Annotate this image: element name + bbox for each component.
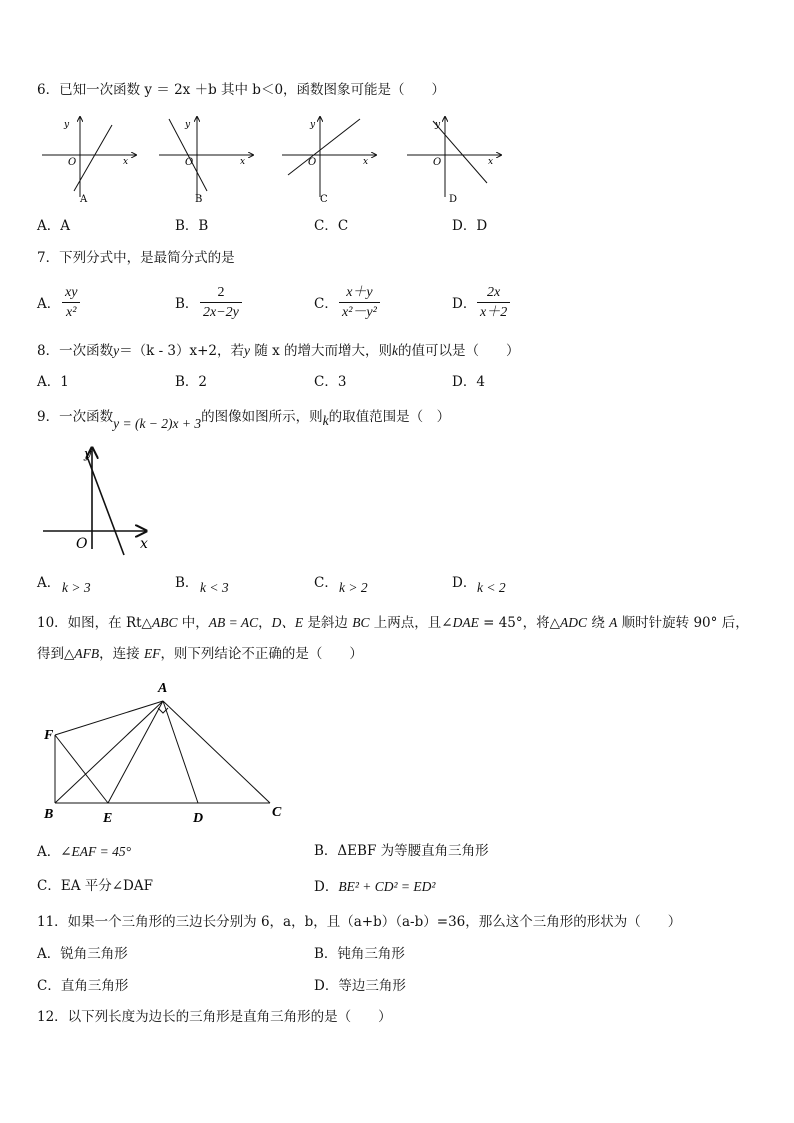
q7-label-d[interactable]: D． (452, 296, 477, 312)
q10-text: 绕 (587, 615, 610, 631)
axis-y-label: y (185, 120, 191, 130)
q7-label-b[interactable]: B． (175, 296, 199, 312)
point-c-label: C (272, 805, 282, 820)
q8-stem-pre: 8．一次函数 (37, 343, 114, 359)
q9-stem (37, 409, 451, 431)
q10-ef: EF (143, 646, 161, 661)
q10-line2 (37, 647, 363, 662)
q10-line1 (37, 616, 749, 631)
q8-stem-post: 的值可以是（ ） (398, 343, 520, 359)
q10-option-b[interactable] (314, 845, 489, 859)
axis-y-label: y (435, 120, 441, 130)
q8-var-k: k (392, 343, 399, 358)
q9-option-c[interactable]: k > 2 (339, 580, 368, 595)
numerator: 2x (477, 285, 510, 303)
q9-formula: y = (k − 2)x + 3 (113, 416, 202, 431)
q10-text: 顺时针旋转 90° 后， (617, 615, 749, 631)
q10-de: D、E (271, 615, 304, 630)
axis-x-label: x (363, 157, 369, 167)
axis-y-label: y (310, 120, 316, 130)
q6-graph-b (157, 115, 267, 205)
q10-adc: ADC (560, 615, 588, 630)
q7-fraction-b[interactable] (200, 285, 242, 321)
origin-label: O (185, 157, 194, 168)
axis-y-label: y (64, 120, 70, 130)
q6-option-d[interactable]: D．D (452, 218, 488, 234)
q6-option-c[interactable]: C．C (314, 218, 349, 234)
option-text: ΔEBF 为等腰直角三角形 (337, 843, 489, 859)
point-e-label: E (103, 811, 113, 826)
option-text: BE² + CD² = ED² (338, 879, 436, 894)
q6-graph-c (280, 115, 390, 205)
q8-stem (37, 344, 520, 359)
q7-fraction-d[interactable] (477, 285, 510, 321)
q6-graph-d (405, 115, 515, 205)
q10-text: 10．如图，在 Rt△ (37, 615, 152, 631)
numerator: 2 (200, 285, 242, 303)
graph-caption: A (80, 194, 88, 205)
denominator: x＋2 (480, 305, 508, 321)
q7-fraction-a[interactable] (62, 285, 80, 321)
axis-x-label: x (240, 157, 246, 167)
q8-var-y2: y (244, 343, 251, 358)
q10-option-a[interactable] (37, 845, 131, 860)
numerator: xy (62, 285, 80, 303)
axis-x-label: x (123, 157, 129, 167)
graph-x-label: x (140, 536, 148, 552)
origin-label: O (308, 157, 317, 168)
q6-option-a[interactable]: A．A (37, 218, 70, 234)
graph-caption: C (320, 194, 328, 205)
q10-text: 得到△ (37, 646, 75, 662)
denominator: x² (66, 305, 77, 321)
q9-option-b[interactable]: k < 3 (200, 580, 229, 595)
graph-line (88, 459, 124, 555)
denominator: 2x−2y (203, 305, 239, 321)
q10-ab-ac: AB = AC (208, 615, 259, 630)
q10-text: = 45°，将△ (478, 615, 561, 631)
q7-fraction-c[interactable] (339, 285, 380, 321)
q9-label-c[interactable]: C． (314, 575, 338, 591)
option-label: D． (314, 879, 339, 895)
graph-caption: D (449, 194, 458, 205)
q10-text: 上两点，且∠ (369, 615, 453, 631)
q10-text: 中， (177, 615, 209, 631)
q9-option-a[interactable]: k > 3 (62, 580, 91, 595)
q8-option-b[interactable]: B．2 (175, 374, 208, 390)
q8-option-d[interactable]: D．4 (452, 374, 485, 390)
graph-o-label: O (76, 536, 88, 552)
q8-stem-mid2: 随 x 的增大而增大，则 (250, 343, 393, 359)
q10-text: ， (258, 615, 272, 631)
q9-var-k: k (322, 413, 329, 428)
option-text: EA 平分∠DAF (60, 878, 153, 894)
q11-option-d[interactable]: D．等边三角形 (314, 978, 406, 994)
q9-label-d[interactable]: D． (452, 575, 477, 591)
q9-option-d[interactable]: k < 2 (477, 580, 506, 595)
point-b-label: B (44, 807, 54, 822)
q8-option-c[interactable]: C．3 (314, 374, 347, 390)
q10-option-d[interactable] (314, 880, 435, 895)
q7-label-a[interactable]: A． (37, 296, 61, 312)
q11-option-c[interactable]: C．直角三角形 (37, 978, 129, 994)
option-label: C． (37, 878, 61, 894)
point-f-label: F (44, 728, 54, 743)
q9-stem-post: 的取值范围是（ ） (328, 409, 451, 425)
graph-line (433, 121, 487, 183)
point-a-label: A (158, 681, 168, 696)
q8-var-y: y (113, 343, 120, 358)
graph-line (288, 119, 360, 175)
graph-caption: B (195, 194, 203, 205)
q7-stem: 7．下列分式中，是最简分式的是 (37, 250, 235, 266)
q11-stem: 11．如果一个三角形的三边长分别为 6，a，b，且（a+b）（a-b）=36，那么这个三角形的形状为（ ） (37, 914, 682, 930)
axis-x-label: x (488, 157, 494, 167)
q10-afb: AFB (74, 646, 100, 661)
q10-dae: DAE (452, 615, 479, 630)
q10-option-c[interactable] (37, 880, 153, 894)
point-d-label: D (193, 811, 204, 826)
q10-bc: BC (352, 615, 370, 630)
graph-y-label: y (84, 447, 92, 462)
q10-text: ，则下列结论不正确的是（ ） (160, 646, 363, 662)
q6-option-b[interactable]: B．B (175, 218, 209, 234)
option-text: ∠EAF = 45° (60, 844, 132, 859)
q9-label-b[interactable]: B． (175, 575, 199, 591)
q8-stem-mid: ＝（k - 3）x+2，若 (119, 343, 245, 359)
q10-a: A (609, 615, 618, 630)
q6-graph-a (40, 115, 150, 205)
q12-stem: 12．以下列长度为边长的三角形是直角三角形的是（ ） (37, 1009, 392, 1025)
q10-figure (40, 675, 300, 825)
q9-stem-mid: 的图像如图所示，则 (201, 409, 323, 425)
denominator: x²－y² (342, 305, 377, 321)
q10-text: ，连接 (99, 646, 144, 662)
q9-label-a[interactable]: A． (37, 575, 61, 591)
numerator: x＋y (339, 285, 380, 303)
q9-stem-pre: 9．一次函数 (37, 409, 114, 425)
q10-abc: ABC (151, 615, 178, 630)
q11-option-b[interactable]: B．钝角三角形 (314, 946, 405, 962)
option-label: B． (314, 843, 338, 859)
q7-label-c[interactable]: C． (314, 296, 338, 312)
q9-graph (40, 445, 170, 555)
q6-stem: 6．已知一次函数 y ＝ 2x ＋b 其中 b＜0，函数图象可能是（ ） (37, 82, 446, 98)
origin-label: O (68, 157, 77, 168)
q8-option-a[interactable]: A．1 (37, 374, 69, 390)
origin-label: O (433, 157, 442, 168)
q11-option-a[interactable]: A．锐角三角形 (37, 946, 128, 962)
q10-text: 是斜边 (303, 615, 353, 631)
option-label: A． (37, 844, 61, 860)
